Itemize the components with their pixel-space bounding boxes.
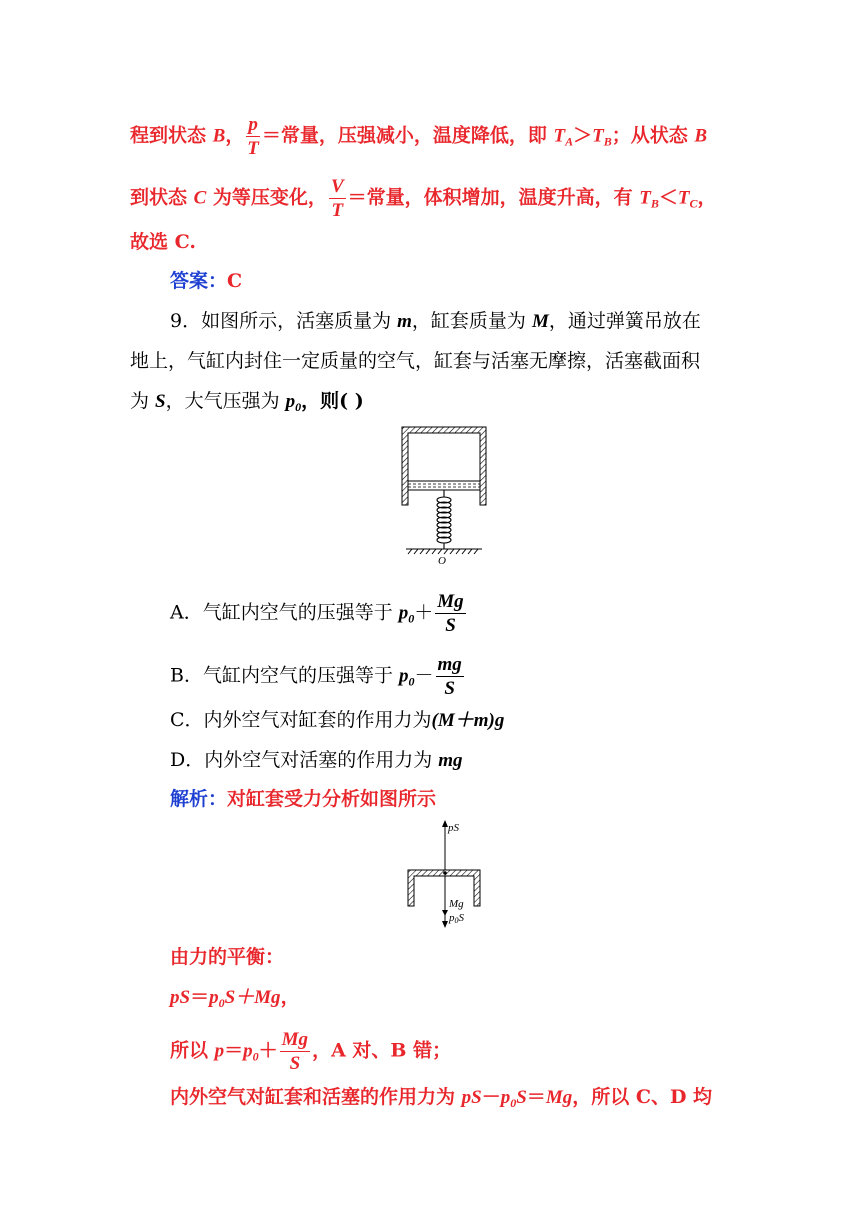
figure-label-o: O — [438, 555, 446, 567]
ground — [406, 549, 482, 554]
solution-prev-line2: 到状态 C 为等压变化， $\frac{V}{T}$ ＝常量，体积增加，温度升高，有 $T_B<T_C$， — [130, 176, 717, 221]
solution-eq1: $pS=p_0S+Mg$， — [170, 986, 300, 1010]
fraction-v-over-t: $\frac{V}{T}$ — [330, 176, 344, 221]
answer-prev — [170, 268, 242, 294]
force-label-mg: Mg — [449, 898, 464, 910]
option-a: A．气缸内空气的压强等于 $p_0+$ $\frac{Mg}{S}$ — [170, 591, 464, 636]
question9-line3: 为 S，大气压强为 $p_0$，则( ) — [130, 390, 364, 414]
force-label-p0s: $p_0S$ — [449, 912, 464, 925]
solution-last: 内外空气对缸套和活塞的作用力为 $pS-p_0S=Mg$，所以 C、D 均 — [170, 1086, 713, 1110]
cylinder-spring-figure — [400, 425, 490, 570]
question9-line1: 9．如图所示，活塞质量为 m，缸套质量为 M，通过弹簧吊放在 — [170, 310, 701, 332]
solution-eq2: 所以 $p=p_0+$ $\frac{Mg}{S}$ ，A 对、B 错； — [170, 1029, 452, 1074]
spring — [437, 490, 451, 549]
answer-label: 答案： — [170, 270, 228, 292]
solution-intro: 解析：对缸套受力分析如图所示 — [170, 788, 437, 810]
piston — [408, 481, 480, 490]
sleeve-shape — [408, 870, 480, 906]
option-d: D．内外空气对活塞的作用力为 mg — [170, 749, 463, 771]
fraction-p-over-t: $\frac{p}{T}$ — [247, 114, 259, 159]
force-label-ps: pS — [448, 822, 459, 834]
solution-balance: 由力的平衡： — [170, 946, 285, 968]
solution-prev-line3: 故选 C. — [130, 231, 197, 253]
option-b: B．气缸内空气的压强等于 $p_0-$ $\frac{mg}{S}$ — [170, 654, 462, 699]
solution-prev-line1: 程到状态 B， $\frac{p}{T}$ ＝常量，压强减小，温度降低，即 $T_A>T_B$；从状态 B — [130, 114, 708, 159]
option-c: C．内外空气对缸套的作用力为(M＋m)g — [170, 709, 505, 731]
question9-line2: 地上，气缸内封住一定质量的空气，缸套与活塞无摩擦，活塞截面积 — [130, 350, 701, 372]
answer-value: C — [227, 270, 243, 292]
